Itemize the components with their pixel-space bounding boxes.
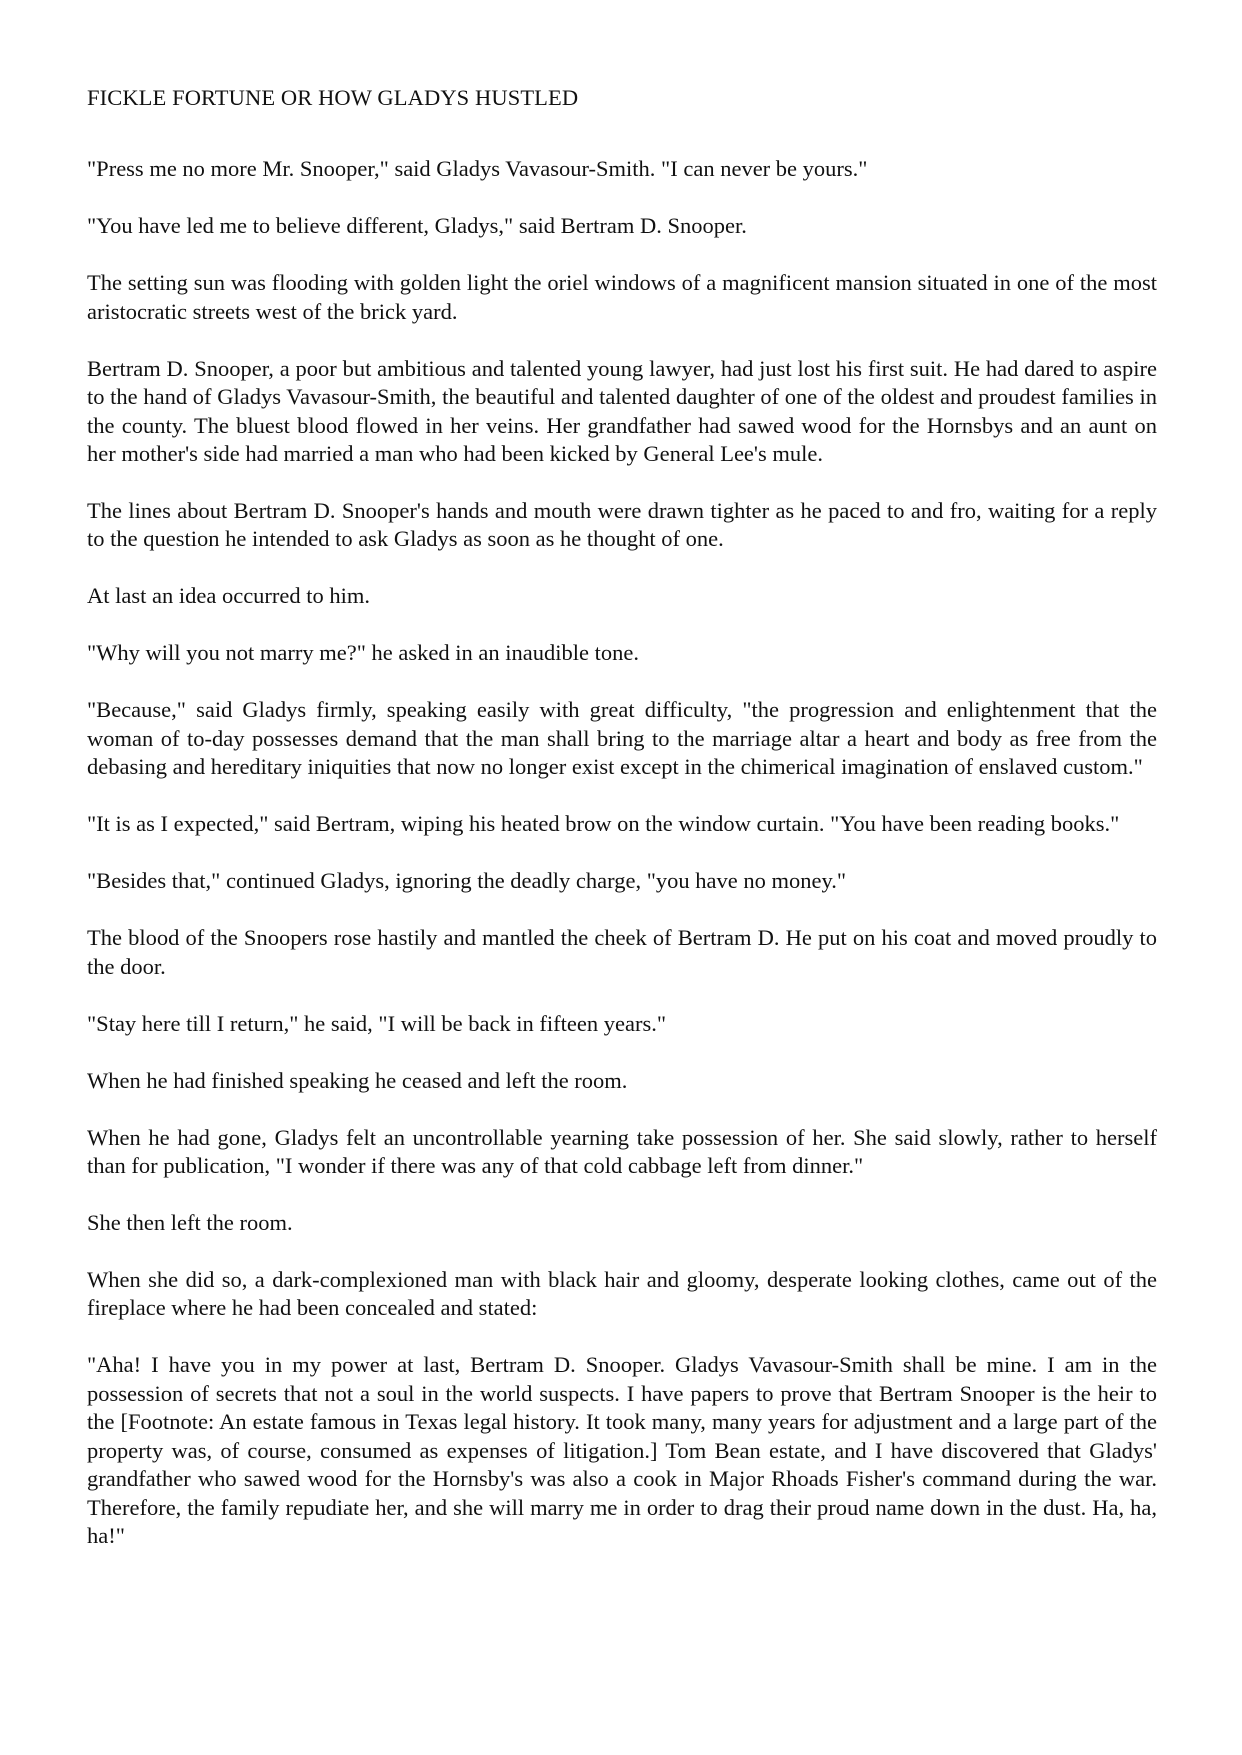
paragraph: When she did so, a dark-complexioned man with black hair and gloomy, desperate looking clothes, came out of the fireplace where he had been concealed and stated:	[87, 1267, 1157, 1321]
paragraph: Bertram D. Snooper, a poor but ambitious and talented young lawyer, had just lost his first suit. He had dared to aspire to the hand of Gladys Vavasour-Smith, the beautiful and talented daughter of one of the oldest and proudest families in the county. The bluest blood flowed in her veins. Her grandfather had sawed wood for the Hornsbys and an aunt on her mother's side had married a man who had been kicked by General Lee's mule.	[87, 355, 1157, 467]
paragraph: At last an idea occurred to him.	[87, 583, 371, 609]
paragraph: "Stay here till I return," he said, "I will be back in fifteen years."	[87, 1010, 667, 1036]
paragraph: "Aha! I have you in my power at last, Bertram D. Snooper. Gladys Vavasour-Smith shall be mine. I am in the possession of secrets that not a soul in the world suspects. I have papers to prove that Bertram Snooper is the heir to the [Footnote: An estate famous in Texas legal history. It took many, many years for adjustment and a large part of the property was, of course, consumed as expenses of litigation.] Tom Bean estate, and I have discovered that Gladys' grandfather who sawed wood for the Hornsby's was also a cook in Major Rhoads Fisher's command during the war. Therefore, the family repudiate her, and she will marry me in order to drag their proud name down in the dust. Ha, ha, ha!"	[87, 1352, 1157, 1548]
paragraph: "Press me no more Mr. Snooper," said Gladys Vavasour-Smith. "I can never be yours."	[87, 156, 868, 182]
paragraph: "It is as I expected," said Bertram, wiping his heated brow on the window curtain. "You have been reading books."	[87, 811, 1120, 837]
document-title: FICKLE FORTUNE OR HOW GLADYS HUSTLED	[87, 85, 579, 110]
paragraph: When he had finished speaking he ceased and left the room.	[87, 1067, 628, 1093]
paragraph: "You have led me to believe different, Gladys," said Bertram D. Snooper.	[87, 213, 747, 239]
paragraph: The blood of the Snoopers rose hastily and mantled the cheek of Bertram D. He put on his coat and moved proudly to the door.	[87, 925, 1157, 979]
paragraph: "Besides that," continued Gladys, ignoring the deadly charge, "you have no money."	[87, 868, 847, 894]
document-page	[87, 84, 1157, 1579]
paragraph: "Because," said Gladys firmly, speaking easily with great difficulty, "the progression and enlightenment that the woman of to-day possesses demand that the man shall bring to the marriage altar a heart and body as free from the debasing and hereditary iniquities that now no longer exist except in the chimerical imagination of enslaved custom."	[87, 697, 1157, 780]
paragraph: When he had gone, Gladys felt an uncontrollable yearning take possession of her. She said slowly, rather to herself than for publication, "I wonder if there was any of that cold cabbage left from dinner."	[87, 1124, 1157, 1179]
paragraph: "Why will you not marry me?" he asked in an inaudible tone.	[87, 640, 639, 666]
paragraph: The setting sun was flooding with golden light the oriel windows of a magnificent mansion situated in one of the most aristocratic streets west of the brick yard.	[87, 270, 1157, 324]
paragraph: She then left the room.	[87, 1210, 293, 1236]
paragraph: The lines about Bertram D. Snooper's hands and mouth were drawn tighter as he paced to and fro, waiting for a reply to the question he intended to ask Gladys as soon as he thought of one.	[87, 498, 1157, 552]
